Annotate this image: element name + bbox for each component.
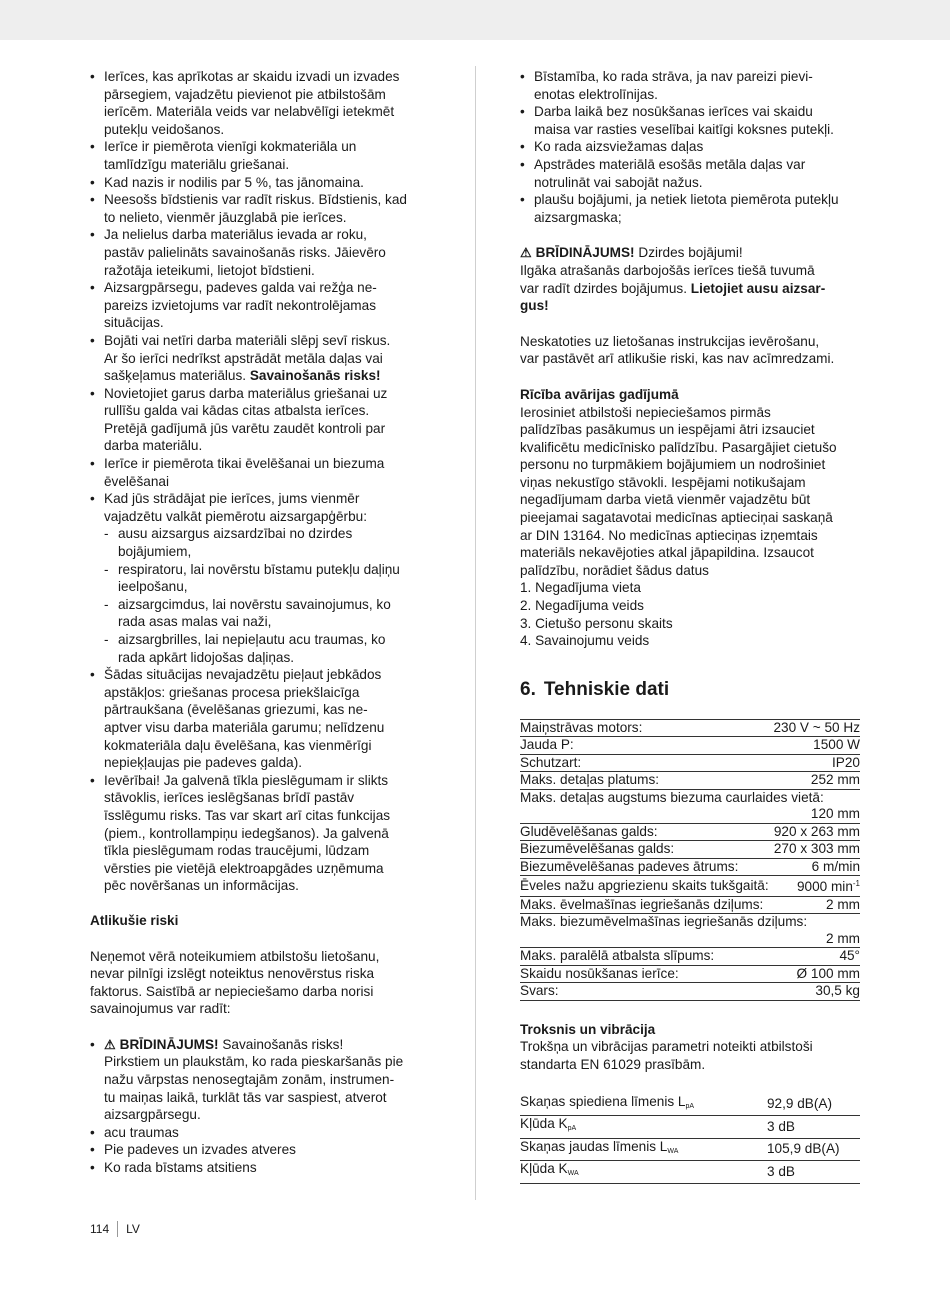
spec-value: 920 x 263 mm bbox=[773, 823, 860, 839]
list-item bbox=[90, 1036, 435, 1124]
text-line: ierīcēm. Materiāla veids var nelabvēlīgi ietekmēt bbox=[104, 104, 395, 120]
text-line: nažu vārpstas nenosegtajām zonām, instrumen- bbox=[104, 1072, 395, 1088]
noise-value: 105,9 dB(A) bbox=[767, 1138, 860, 1161]
list-item: • Ko rada bīstams atsitiens bbox=[90, 1159, 435, 1177]
text-line: pastāv palielināts savainošanās risks. Jāievēro bbox=[104, 244, 386, 260]
spec-label: Schutzart: bbox=[520, 754, 772, 772]
spec-label: Gludēvelēšanas galds: bbox=[520, 823, 772, 841]
text-line: - respiratoru, lai novērstu bīstamu putekļu daļiņu bbox=[118, 561, 400, 577]
residual-risks-list-end bbox=[90, 1124, 435, 1177]
warning-triangle-icon: ⚠ bbox=[104, 1036, 116, 1052]
list-item bbox=[90, 279, 435, 332]
spec-label: Maks. detaļas platums: bbox=[520, 772, 772, 790]
text-line: vērsties pie vietējā elektroapgādes uzņēmuma bbox=[104, 860, 384, 876]
text-line: standarta EN 61029 prasībām. bbox=[520, 1057, 706, 1072]
spec-row bbox=[520, 806, 860, 823]
text-line: palīdzību, norādiet šādus datus bbox=[520, 562, 709, 578]
text-line: personu no turpmākiem bojājumiem un nodrošiniet bbox=[520, 457, 826, 473]
spec-value: 2 mm bbox=[520, 931, 860, 948]
text-line: maisa var rasties veselībai kaitīgi koksnes putekļi. bbox=[534, 121, 834, 137]
language-code: LV bbox=[126, 1222, 140, 1236]
text-fragment: sašķeļamus materiālus. bbox=[104, 368, 250, 384]
spec-value: 2 mm bbox=[772, 896, 860, 914]
list-item bbox=[90, 490, 435, 525]
list-item bbox=[90, 191, 435, 226]
spec-value: 270 x 303 mm bbox=[773, 841, 860, 857]
page-footer bbox=[90, 1221, 140, 1237]
spec-row bbox=[520, 948, 860, 966]
noise-label: Skaņas jaudas līmenis $L_{WA}$ bbox=[520, 1138, 767, 1161]
technical-data-table bbox=[520, 719, 860, 1001]
spec-row bbox=[520, 823, 860, 841]
text-line: situācijas. bbox=[104, 315, 164, 331]
text-line: • Bīstamība, ko rada strāva, ja nav pareizi pievi- bbox=[534, 69, 813, 84]
noise-value: 3 dB bbox=[767, 1116, 860, 1139]
spec-value: 230 V ~ 50 Hz bbox=[773, 719, 860, 735]
noise-heading: Troksnis un vibrācija bbox=[520, 1021, 656, 1037]
spec-row bbox=[520, 983, 860, 1001]
spec-label: Biezumēvelēšanas padeves ātrums: bbox=[520, 858, 772, 876]
noise-table bbox=[520, 1094, 860, 1184]
spec-row bbox=[520, 737, 860, 755]
spec-value: 9000 $\min^{-1}$ bbox=[772, 876, 860, 897]
text-line: rullīšu galda vai kādas citas atbalsta ierīces. bbox=[104, 403, 370, 419]
list-item bbox=[520, 68, 860, 103]
spec-row bbox=[520, 914, 860, 931]
unit-exponent: -1 bbox=[852, 879, 860, 889]
text-line: to nelieto, vienmēr jāuzglabā pie ierīces. bbox=[104, 209, 347, 225]
list-item bbox=[104, 596, 435, 631]
text-line: • Bojāti vai netīri darba materiāli slēpj sevī riskus. bbox=[104, 332, 391, 348]
warning-text: Savainošanās risks! bbox=[218, 1036, 344, 1052]
text-line: negadījumam darba vietā vienmēr vajadzētu būt bbox=[520, 492, 811, 508]
subscript: pA bbox=[567, 1125, 577, 1133]
text-line: - ausu aizsargus aizsardzībai no dzirdes bbox=[118, 526, 353, 542]
emergency-heading: Rīcība avārijas gadījumā bbox=[520, 386, 679, 402]
spec-label: Jauda P: bbox=[520, 737, 772, 755]
text-line: pieejamai sagatavotai medicīnas aptieciņai saskaņā bbox=[520, 510, 833, 526]
page-number: 114 bbox=[90, 1221, 118, 1237]
spec-label: Biezumēvelēšanas galds: bbox=[520, 841, 772, 859]
list-item bbox=[90, 68, 435, 138]
list-item: • acu traumas bbox=[90, 1124, 435, 1142]
spec-row bbox=[520, 931, 860, 948]
list-item bbox=[104, 631, 435, 666]
noise-paragraph bbox=[520, 1038, 860, 1073]
safety-list-continued bbox=[90, 666, 435, 895]
spec-row bbox=[520, 896, 860, 914]
text-line: kvalificētu medicīnisko palīdzību. Pasargājiet cietušo bbox=[520, 439, 837, 455]
text-line: • Kad nazis ir nodilis par 5 %, tas jānomaina. bbox=[104, 174, 364, 190]
text-line: • Ierīce ir piemērota vienīgi kokmateriāla un bbox=[104, 139, 357, 155]
list-item bbox=[520, 103, 860, 138]
list-item bbox=[90, 666, 435, 772]
spec-label: Ēveles nažu apgriezienu skaits tukšgaitā: bbox=[520, 876, 772, 897]
list-item bbox=[90, 772, 435, 895]
section-number: 6. bbox=[520, 678, 536, 700]
text-line: pārtraukšana (ēvelēšanas griezumi, kas ne- bbox=[104, 702, 368, 718]
list-item bbox=[90, 455, 435, 490]
spec-label: Maks. ēvelmašīnas iegriešanās dziļums: bbox=[520, 896, 772, 914]
text-line: ieelpošanu, bbox=[118, 579, 188, 595]
text-line: Trokšņa un vibrācijas parametri noteikti atbilstoši bbox=[520, 1039, 813, 1055]
text-line: putekļu veidošanos. bbox=[104, 121, 225, 137]
residual-risks-paragraph bbox=[90, 948, 435, 1018]
noise-value: 92,9 dB(A) bbox=[767, 1094, 860, 1116]
text-line: • Aizsargpārsegu, padeves galda vai režģa ne- bbox=[104, 280, 377, 296]
text-line: tamlīdzīgu materiālu griešanai. bbox=[104, 156, 290, 172]
spec-value: 6 m/min bbox=[772, 858, 860, 876]
text-line: pēc novēršanas un informācijas. bbox=[104, 878, 299, 894]
text-line: enotas elektrolīnijas. bbox=[534, 86, 658, 102]
text-line: • plaušu bojājumi, ja netiek lietota piemērota putekļu bbox=[534, 192, 839, 208]
text-line: 1. Negadījuma vieta bbox=[520, 580, 641, 596]
spec-label: Maks. paralēlā atbalsta slīpums: bbox=[520, 948, 772, 966]
section-title bbox=[520, 678, 860, 702]
spec-value: Ø 100 mm bbox=[772, 965, 860, 983]
text-line: var pastāvēt arī atlikušie riski, kas nav acīmredzami. bbox=[520, 351, 835, 367]
text-line: • Ja nelielus darba materiālus ievada ar roku, bbox=[104, 227, 367, 243]
neglect-paragraph bbox=[520, 333, 860, 368]
residual-risks-heading: Atlikušie riski bbox=[90, 912, 179, 928]
noise-row bbox=[520, 1138, 860, 1161]
text-line: pārsegiem, vajadzētu pievienot pie atbilstošām bbox=[104, 86, 386, 102]
list-item bbox=[90, 332, 435, 385]
text-line: • Ierīces, kas aprīkotas ar skaidu izvadi un izvades bbox=[104, 69, 400, 84]
residual-risks-list bbox=[90, 1036, 435, 1124]
text-line: savainojumus var radīt: bbox=[90, 1001, 231, 1017]
warning-label: BRĪDINĀJUMS! bbox=[535, 245, 635, 261]
text-line: nepieķļaujas pie padeves galda). bbox=[104, 755, 303, 771]
noise-row bbox=[520, 1116, 860, 1139]
text-line: palīdzības pasākumus un iespējami ātri izsauciet bbox=[520, 422, 815, 438]
list-item bbox=[90, 226, 435, 279]
top-bar bbox=[0, 0, 950, 40]
subscript: WA bbox=[567, 1170, 579, 1178]
noise-label: Kļūda $K_{pA}$ bbox=[520, 1116, 767, 1139]
text-line: tu maiņas laikā, turklāt tās var saspiest, atverot bbox=[104, 1089, 387, 1105]
text-line: vajadzētu valkāt piemērotu aizsargapģērbu: bbox=[104, 508, 367, 524]
text-line: • Ko rada aizsviežamas daļas bbox=[534, 139, 704, 155]
text-line: (piem., kontrollampiņu iedegšanos). Ja galvenā bbox=[104, 825, 389, 841]
text-line: Ar šo ierīci nedrīkst apstrādāt metāla daļas vai bbox=[104, 350, 383, 366]
subscript: WA bbox=[667, 1147, 679, 1155]
text-line: aizsargpārsegu. bbox=[104, 1107, 201, 1123]
noise-label: Skaņas spiediena līmenis $L_{pA}$ bbox=[520, 1094, 767, 1116]
text-line: apstākļos: griešanas procesa priekšlaicīga bbox=[104, 684, 360, 700]
text-line: ražotāja ieteikumi, lietojot bīdstieni. bbox=[104, 262, 315, 278]
list-item bbox=[104, 561, 435, 596]
spec-row bbox=[520, 858, 860, 876]
spec-value: 120 mm bbox=[520, 806, 860, 823]
text-line: 4. Savainojumu veids bbox=[520, 633, 650, 649]
spec-row bbox=[520, 789, 860, 806]
spec-row bbox=[520, 841, 860, 859]
warning-line: Ilgāka atrašanās darbojošās ierīces tiešā tuvumā bbox=[520, 262, 815, 278]
text-line: • Ierīce ir piemērota tikai ēvelēšanai un biezuma bbox=[104, 456, 385, 472]
spec-value: 1500 W bbox=[772, 737, 860, 755]
text-line: • Darba laikā bez nosūkšanas ierīces vai skaidu bbox=[534, 104, 813, 120]
emergency-paragraph bbox=[520, 404, 860, 650]
list-item bbox=[520, 156, 860, 191]
text-line: pareizs izvietojums var radīt nekontrolējamas bbox=[104, 297, 376, 313]
text-line: rada asas malas vai naži, bbox=[118, 614, 272, 630]
text-line: darba materiālu. bbox=[104, 438, 203, 454]
spec-row bbox=[520, 876, 860, 897]
spec-label: Maks. detaļas augstums biezuma caurlaides vietā: bbox=[520, 789, 824, 805]
safety-list bbox=[90, 68, 435, 525]
spec-label: Maiņstrāvas motors: bbox=[520, 719, 772, 737]
text-line: rada apkārt lidojošas daļiņas. bbox=[118, 649, 295, 665]
section-title-text: Tehniskie dati bbox=[543, 678, 670, 700]
text-line: bojājumiem, bbox=[118, 544, 192, 560]
text-line: Neskatoties uz lietošanas instrukcijas ievērošanu, bbox=[520, 333, 820, 349]
spec-value: 252 mm bbox=[772, 772, 860, 790]
text-line: ēvelēšanai bbox=[104, 473, 169, 489]
subscript: pA bbox=[685, 1102, 695, 1110]
list-item bbox=[520, 191, 860, 226]
spec-value: 45° bbox=[772, 948, 860, 966]
list-item bbox=[104, 525, 435, 560]
text-line: stāvoklis, ierīces ieslēgšanas brīdī pastāv bbox=[104, 790, 355, 806]
warning-triangle-icon: ⚠ bbox=[520, 245, 532, 261]
left-column bbox=[90, 68, 435, 1177]
list-item bbox=[90, 138, 435, 173]
text-line: Pirkstiem un plaukstām, ko rada pieskaršanās pie bbox=[104, 1054, 404, 1070]
noise-row bbox=[520, 1161, 860, 1184]
noise-label: Kļūda $K_{WA}$ bbox=[520, 1161, 767, 1184]
spec-value: IP20 bbox=[772, 754, 860, 772]
warning-bold: gus! bbox=[520, 298, 549, 314]
list-item bbox=[90, 385, 435, 455]
warning-line: var radīt dzirdes bojājumus. bbox=[520, 280, 691, 296]
text-line: • Ievērībai! Ja galvenā tīkla pieslēgumam ir slikts bbox=[104, 772, 389, 788]
text-line: Neņemot vērā noteikumiem atbilstošu lietošanu, bbox=[90, 948, 380, 964]
list-item bbox=[90, 174, 435, 192]
right-column bbox=[520, 68, 860, 1184]
list-item bbox=[520, 138, 860, 156]
text-line: 2. Negadījuma veids bbox=[520, 598, 644, 614]
text-line: ar DIN 13164. No medicīnas aptieciņas izņemtais bbox=[520, 527, 818, 543]
noise-row bbox=[520, 1094, 860, 1116]
text-line: viņas nekustīgo stāvokli. Iespējami notikušajam bbox=[520, 474, 806, 490]
spec-row bbox=[520, 965, 860, 983]
noise-value: 3 dB bbox=[767, 1161, 860, 1184]
residual-risks-list-right bbox=[520, 68, 860, 226]
text-line: tīkla pieslēgumam rodas traucējumi, lūdzam bbox=[104, 843, 370, 859]
text-line: • Kad jūs strādājat pie ierīces, jums vienmēr bbox=[104, 491, 360, 507]
warning-label: BRĪDINĀJUMS! bbox=[119, 1036, 219, 1052]
text-line: notrulināt vai sabojāt nažus. bbox=[534, 174, 703, 190]
warning-bold: Lietojiet ausu aizsar- bbox=[690, 280, 826, 296]
text-line: • Apstrādes materiālā esošās metāla daļas var bbox=[534, 156, 806, 172]
text-line: aizsargmaska; bbox=[534, 209, 622, 225]
text-line: • Šādas situācijas nevajadzētu pieļaut jebkādos bbox=[104, 667, 382, 683]
column-divider bbox=[475, 66, 476, 1200]
text-line: kokmateriāla daļu ēvelēšana, kas vienmērīgi bbox=[104, 737, 372, 753]
spec-label: Svars: bbox=[520, 983, 772, 1001]
text-line: aptver visu darba materiāla garumu; nelīdzenu bbox=[104, 719, 385, 735]
protective-gear-list bbox=[104, 525, 435, 666]
text-line: 3. Cietušo personu skaits bbox=[520, 615, 673, 631]
text-line: - aizsargcimdus, lai novērstu savainojumus, ko bbox=[118, 596, 391, 612]
spec-row bbox=[520, 754, 860, 772]
spec-label: Skaidu nosūkšanas ierīce: bbox=[520, 965, 772, 983]
text-line: īsslēgumu risks. Tas var skart arī citas funkcijas bbox=[104, 807, 391, 823]
text-line: • Novietojiet garus darba materiālus griešanai uz bbox=[104, 385, 388, 401]
risk-warning: Savainošanās risks! bbox=[249, 368, 381, 384]
text-line: Pretējā gadījumā jūs varētu zaudēt kontroli par bbox=[104, 420, 386, 436]
list-item: • Pie padeves un izvades atveres bbox=[90, 1141, 435, 1159]
text-line: faktorus. Saistībā ar nepieciešamo darba norisi bbox=[90, 983, 374, 999]
spec-value: 30,5 kg bbox=[772, 983, 860, 1001]
hearing-warning bbox=[520, 244, 860, 314]
spec-label: Maks. biezumēvelmašīnas iegriešanās dziļums: bbox=[520, 914, 808, 930]
text-line: materiāls nekavējoties atkal jāpapildina. Izsaucot bbox=[520, 545, 814, 561]
text-line: nevar pilnīgi izslēgt noteiktus nenovērstus riska bbox=[90, 966, 375, 982]
text-line: - aizsargbrilles, lai nepieļautu acu traumas, ko bbox=[118, 632, 386, 647]
text-line: Ierosiniet atbilstoši nepieciešamos pirmās bbox=[520, 404, 771, 420]
text-line bbox=[104, 367, 435, 385]
spec-row bbox=[520, 719, 860, 737]
text-line: • Neesošs bīdstienis var radīt riskus. Bīdstienis, kad bbox=[104, 192, 407, 208]
spec-row bbox=[520, 772, 860, 790]
warning-text: Dzirdes bojājumi! bbox=[634, 245, 743, 261]
